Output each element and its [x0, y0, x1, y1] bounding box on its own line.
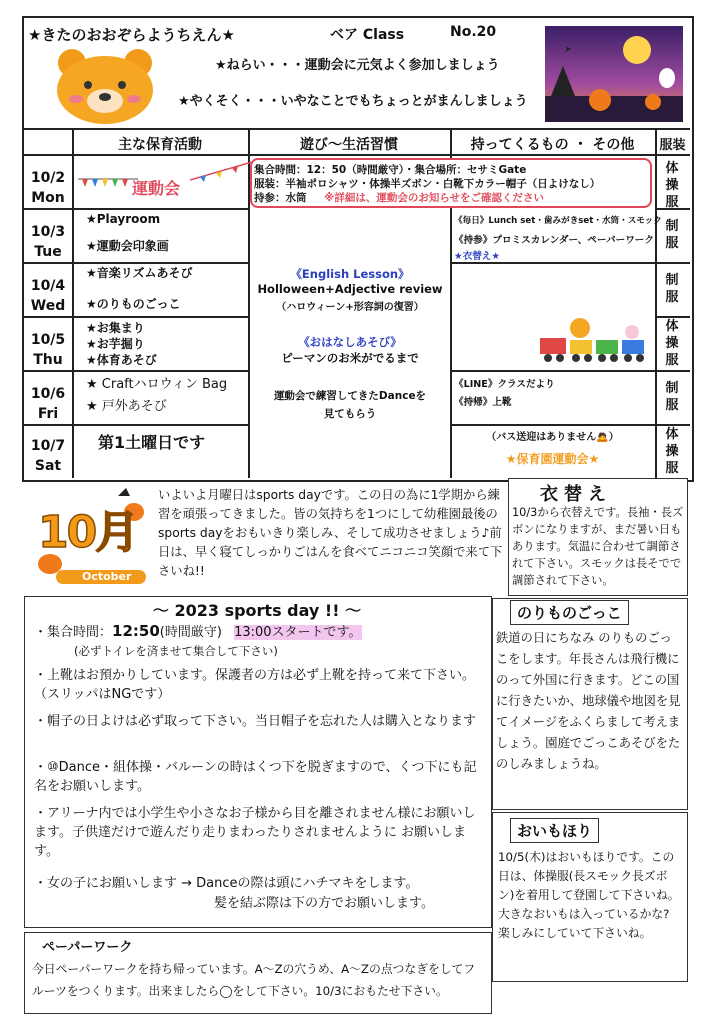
header-clothes: 服装 [659, 138, 686, 153]
dance-line1: 運動会で練習してきたDanceを [273, 390, 427, 402]
row-date-6: 10/7 Sat [30, 438, 66, 474]
oimohori-title: おいもほり [510, 818, 599, 843]
sports-item-6: ・女の子にお願いします → Danceの際は頭にハチマキをします。 髪を結ぶ際は下の方でお願いします。 [34, 876, 434, 911]
clothes-thu: 体操服 [665, 319, 679, 368]
no-bus-notice: （バス送迎はありません🙇） [486, 432, 619, 443]
sports-note-line3: 持参：水筒 ※詳細は、運動会のお知らせをご確認ください [254, 192, 545, 204]
oimohori-body: 10/5(木)はおいもほりです。この日は、体操服(長スモック長ズボン)を着用して登園して下さいね。大きなおいもは入っているかな? 楽しみにしていて下さいね。 [498, 850, 680, 940]
october-month: 10月 [38, 507, 138, 558]
row-date-3: 10/4 Wed [30, 278, 66, 314]
clothes-sat: 体操服 [665, 427, 679, 476]
activity-wed: ★音楽リズムあそび ★のりものごっこ [86, 266, 193, 311]
activity-tue: ★Playroom ★運動会印象画 [86, 212, 169, 253]
activity-fri: ★ Craftハロウィン Bag ★ 戸外あそび [86, 377, 228, 414]
clothes-mon: 体操服 [665, 161, 679, 210]
english-lesson-sub: （ハロウィーン+形容詞の復習） [276, 302, 424, 313]
english-lesson-title: 《English Lesson》 [290, 267, 410, 281]
school-name: ★きたのおおぞらようちえん★ [28, 26, 235, 44]
paperwork-body: 今日ペーパーワークを持ち帰っています。A～Zの穴うめ、A～Zの点つなぎをしてフルーツをつくります。出来ましたら◯をして下さい。10/3におもたせ下さい。 [32, 962, 476, 998]
row-date-1: 10/2 Mon [30, 170, 66, 206]
flag-garland-connector [190, 160, 252, 184]
promise-text: ★やくそく・・・いやなことでもちょっとがまんしましょう [178, 94, 528, 109]
sports-item-1: ・集合時間：12:50(時間厳守) 13:00スタートです。 (必ずトイレを済ませて集合して下さい) [34, 622, 362, 658]
clothes-wed: 制服 [665, 273, 679, 305]
koromogae-title: 衣替え [540, 484, 612, 505]
sports-item-5: ・アリーナ内では小学生や小さなお子様から目を離されません様にお願いします。子供達だけで遊んだり走りまわったりされませんように お願いします。 [34, 806, 476, 859]
bring-line-notice: 《LINE》クラスだより [454, 379, 555, 390]
dance-line2: 見てもらう [323, 408, 377, 420]
activity-sports-day: 運動会 [132, 179, 181, 198]
koromogae-body: 10/3から衣替えです。長袖・長ズボンになりますが、まだ暑い日もあります。気温に合わせて調節されて下さい。スモックは長そでで調節されて下さい。 [512, 506, 684, 587]
class-name: ベア Class [330, 27, 405, 43]
bring-change-clothes: ★衣替え★ [454, 251, 500, 262]
sports-item-4: ・⑩Dance・組体操・バルーンの時はくつ下を脱ぎますので、くつ下にも記名をお願いします。 [34, 760, 477, 794]
bring-take-home: 《持帰》上靴 [454, 397, 512, 408]
activity-sat: 第1土曜日です [98, 433, 206, 452]
sports-note-line1: 集合時間：12：50（時間厳守）・集合場所：セサミGate [254, 164, 527, 176]
header-bring: 持ってくるもの ・ その他 [470, 137, 635, 153]
clothes-tue: 制服 [665, 219, 679, 251]
issue-number: No.20 [450, 24, 497, 40]
train-illustration [536, 314, 652, 364]
nursery-sports-day: ★保育園運動会★ [505, 452, 600, 466]
halloween-illustration [545, 26, 683, 122]
aim-text: ★ねらい・・・運動会に元気よく参加しましょう [215, 58, 500, 73]
paperwork-title: ペーパーワーク [42, 940, 133, 955]
sports-day-title: ～ 2023 sports day !! ～ [152, 601, 362, 620]
october-english: October [82, 570, 132, 583]
row-date-2: 10/3 Tue [30, 224, 66, 260]
row-date-4: 10/5 Thu [30, 332, 66, 368]
bear-face-illustration [50, 45, 160, 125]
norimono-body: 鉄道の日にちなみ のりものごっこをします。年長さんは飛行機にのって外国に行きます。どこの国に行きたいか、地球儀や地図を見てイメージをふくらまして考えましょう。園庭でごっこあそびをたのしみましょうね。 [496, 631, 681, 771]
bring-every-day: 《毎日》Lunch set・歯みがきset・水筒・スモック [454, 216, 662, 226]
flag-garland-icon [78, 176, 138, 192]
clothes-fri: 制服 [665, 381, 679, 413]
story-play-body: ピーマンのお米がでるまで [281, 351, 419, 365]
sports-item-3: ・帽子の日よけは必ず取って下さい。当日帽子を忘れた人は購入となります [34, 714, 477, 729]
row-date-5: 10/6 Fri [30, 386, 66, 422]
header-play: 遊び～生活習慣 [300, 137, 398, 153]
header-activity: 主な保育活動 [118, 137, 202, 153]
sports-item-2: ・上靴はお預かりしています。保護者の方は必ず上靴を持って来て下さい。（スリッパはNGです） [34, 668, 475, 702]
norimono-title: のりものごっこ [510, 600, 629, 625]
story-play-title: 《おはなしあそび》 [298, 335, 402, 349]
bring-items: 《持参》プロミスカレンダー、ペーパーワーク [454, 235, 654, 246]
october-message: いよいよ月曜日はsports dayです。この日の為に1学期から練習を頑張ってきました。皆の気持ちを1つにして幼稚園最後のsports dayをおもいきり楽しみ、そして成功させましょう♪前日は、早く寝てしっかりごはんを食べてニコニコ笑顔で来て下さいね!! [158, 488, 503, 578]
sports-note-line2: 服装：半袖ポロシャツ・体操半ズボン・白靴下カラー帽子（日よけなし） [254, 178, 601, 190]
activity-thu: ★お集まり ★お芋掘り ★体育あそび [86, 321, 157, 367]
english-lesson-body: Holloween+Adjective review [257, 282, 443, 296]
